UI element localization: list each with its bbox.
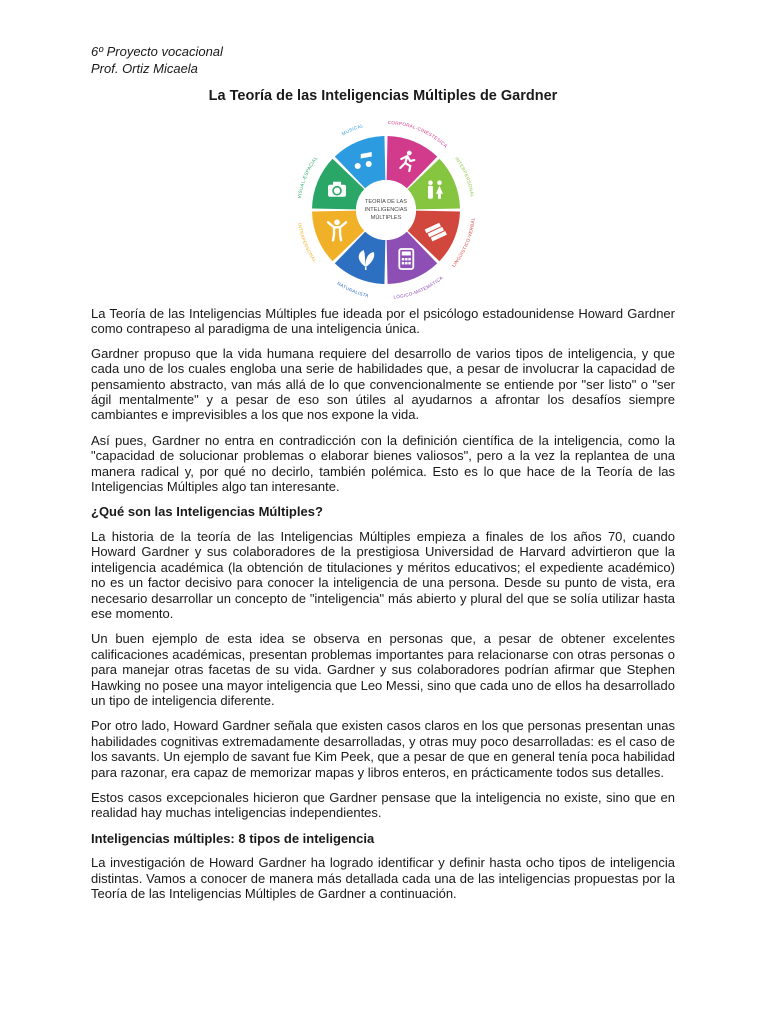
paragraph-investigation: La investigación de Howard Gardner ha logrado identificar y definir hasta ocho tipos de inteligencia distintas. Vamos a conocer de manera más detallada cada una de las inteligencias propuestas por la Teoría de las Inteligencias Múltiples de Gardner a continuación. <box>91 855 675 901</box>
document-body <box>91 306 675 911</box>
wheel-segment-label: LINGÜÍSTICO-VERBAL <box>450 217 476 268</box>
wheel-center-line1: TEORÍA DE LAS <box>365 199 407 205</box>
wheel-segment-label: CORPORAL-CINESTÉSICA <box>387 120 449 149</box>
multiple-intelligences-wheel <box>284 108 488 312</box>
paragraph-exceptional-cases: Estos casos excepcionales hicieron que Gardner pensase que la inteligencia no existe, sino que en realidad hay muchas inteligencias independientes. <box>91 789 675 821</box>
paragraph-example: Un buen ejemplo de esta idea se observa en personas que, a pesar de obtener excelentes calificaciones académicas, presentan problemas importantes para relacionarse con otras personas o para manejar otras facetas de su vida. Gardner y sus colaboradores podrían afirmar que Stephen Hawking no posee una mayor inteligencia que Leo Messi, sino que cada uno de ellos ha desarrollado un tipo de inteligencia diferente. <box>91 631 675 708</box>
wheel-center-line2: INTELIGENCIAS <box>364 207 408 213</box>
document-header <box>91 43 223 77</box>
paragraph-definition: Así pues, Gardner no entra en contradicción con la definición científica de la inteligencia, como la "capacidad de solucionar problemas o elaborar bienes valiosos", pero a la vez la replantea de una manera radical y, por qué no decirlo, también polémica. Esto es lo que hace de la Teoría de las Inteligencias Múltiples algo tan interesante. <box>91 432 675 495</box>
paragraph-history: La historia de la teoría de las Inteligencias Múltiples empieza a finales de los años 70, cuando Howard Gardner y sus colaboradores de la prestigiosa Universidad de Harvard advirtieron que la inteligencia académica (la obtención de titulaciones y méritos educativos; el expediente académico) no es un factor decisivo para conocer la inteligencia de una persona. Desde su punto de vista, era necesario desarrollar un concepto de "inteligencia" más abierto y plural del que se solía utilizar hasta ese momento. <box>91 528 675 621</box>
wheel-segment-label: INTRAPERSONAL <box>297 222 318 264</box>
wheel-segment-label: VISUAL-ESPACIAL <box>296 155 319 199</box>
section-heading-what-are: ¿Qué son las Inteligencias Múltiples? <box>91 504 323 520</box>
wheel-center-line3: MÚLTIPLES <box>370 215 402 221</box>
teacher-line: Prof. Ortiz Micaela <box>91 61 198 76</box>
course-line: 6º Proyecto vocacional <box>91 44 223 59</box>
wheel-segment-label: NATURALISTA <box>336 280 370 299</box>
section-heading-eight-types: Inteligencias múltiples: 8 tipos de inteligencia <box>91 830 375 846</box>
paragraph-savants: Por otro lado, Howard Gardner señala que existen casos claros en los que personas presentan unas habilidades cognitivas extremadamente desarrolladas, y otras muy poco desarrolladas: es el caso de los savants. Un ejemplo de savant fue Kim Peek, que a pesar de que en general tenía poca habilidad para razonar, era capaz de memorizar mapas y libros enteros, en prácticamente todos sus detalles. <box>91 718 675 780</box>
wheel-segment-label: LÓGICO-MATEMÁTICA <box>393 275 444 300</box>
paragraph-intro: La Teoría de las Inteligencias Múltiples fue ideada por el psicólogo estadounidense Howard Gardner como contrapeso al paradigma de una inteligencia única. <box>91 306 675 337</box>
wheel-segment-label: INTERPERSONAL <box>454 156 476 198</box>
wheel-segment-label: MUSICAL <box>341 123 365 137</box>
document-title: La Teoría de las Inteligencias Múltiples de Gardner <box>208 88 558 104</box>
paragraph-gardner-proposal: Gardner propuso que la vida humana requiere del desarrollo de varios tipos de inteligencia, y que cada uno de los cuales engloba una serie de habilidades que, a pesar de involucrar la capacidad de pensamiento abstracto, van más allá de lo que convencionalmente se entiende por "ser listo" o "ser ágil mentalmente" y a pesar de eso son útiles al ayudarnos a afrontar los desafíos siempre cambiantes e imprevisibles a los que nos expone la vida. <box>91 345 675 423</box>
